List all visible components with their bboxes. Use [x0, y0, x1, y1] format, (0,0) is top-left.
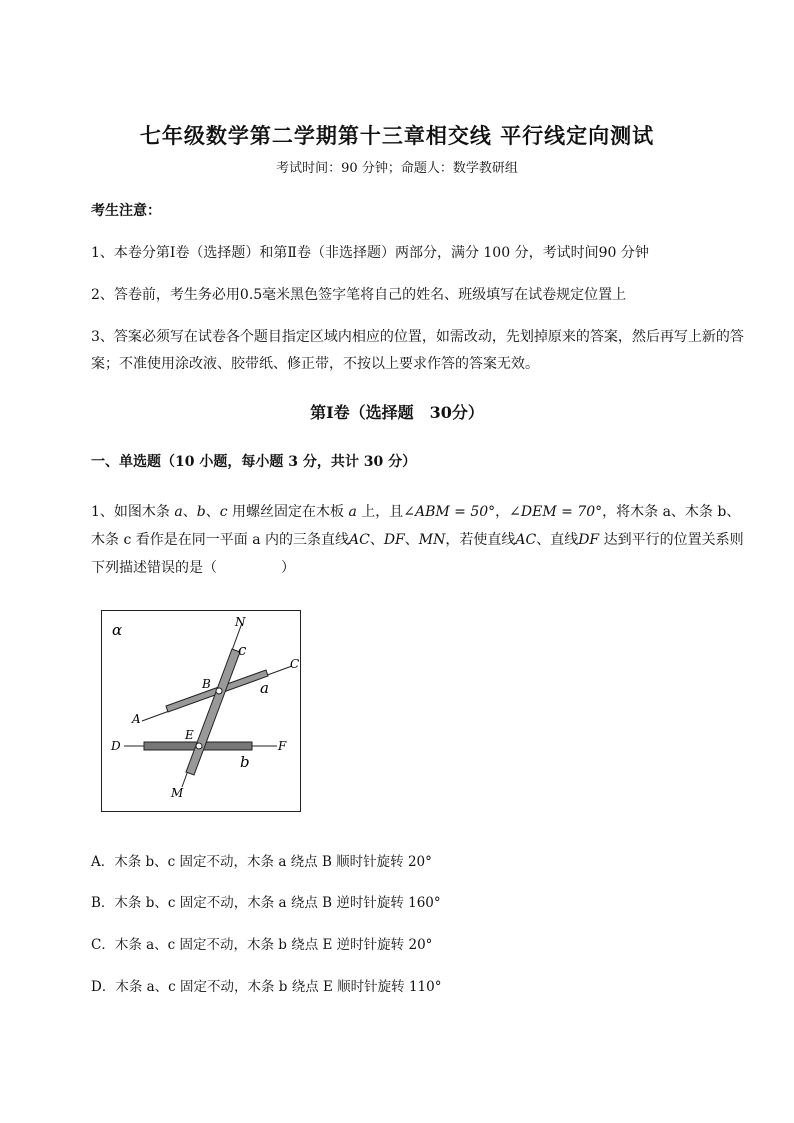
q1-text-f: 、直线 — [536, 532, 579, 548]
q1-sep: 、 — [205, 504, 220, 520]
label-f-point: F — [278, 739, 287, 753]
pivot-b — [216, 688, 222, 694]
label-b-point: B — [202, 677, 211, 691]
q1-text-a: 1、如图木条 — [91, 504, 175, 520]
q1-sep: 、 — [404, 532, 419, 548]
label-e-point: E — [185, 728, 194, 742]
label-n: N — [235, 615, 246, 629]
q1-line-df-2: DF — [578, 532, 600, 548]
label-c-point: C — [290, 657, 300, 671]
q1-sep: 、 — [182, 504, 197, 520]
section-title: 第Ⅰ卷（选择题 30分） — [310, 403, 484, 422]
label-b-strip: b — [240, 753, 250, 771]
option-b[interactable]: B．木条 b、c 固定不动，木条 a 绕点 B 逆时针旋转 160° — [91, 895, 441, 911]
label-alpha: α — [112, 621, 123, 639]
exam-title: 七年级数学第二学期第十三章相交线 平行线定向测试 — [139, 123, 655, 148]
label-c-strip: c — [238, 641, 247, 659]
question-1-figure — [101, 610, 301, 812]
notice-heading: 考生注意： — [91, 203, 161, 219]
q1-line-ac: AC — [349, 532, 370, 548]
option-c[interactable]: C．木条 a、c 固定不动，木条 b 绕点 E 逆时针旋转 20° — [91, 937, 433, 953]
q1-line-df: DF — [383, 532, 405, 548]
q1-var-c: c — [219, 504, 228, 520]
q1-text-d: ，将木条 a、木条 b、木条 c 看作是在同一平面 a 内的三条直线 — [91, 504, 741, 548]
question-1-stem — [91, 498, 746, 582]
option-a[interactable]: A．木条 b、c 固定不动，木条 a 绕点 B 顺时针旋转 20° — [91, 854, 432, 870]
q1-var-b: b — [196, 504, 206, 520]
notice-item-1: 1、本卷分第Ⅰ卷（选择题）和第Ⅱ卷（非选择题）两部分，满分 100 分，考试时间90 分钟 — [91, 245, 649, 261]
q1-sep: 、 — [369, 532, 384, 548]
label-m-point: M — [171, 786, 184, 800]
q1-text-h: ） — [281, 560, 295, 576]
q1-var-a: a — [174, 504, 183, 520]
q1-text-c: 上，且 — [356, 504, 404, 520]
option-d[interactable]: D．木条 a、c 固定不动，木条 b 绕点 E 顺时针旋转 110° — [91, 979, 442, 995]
q1-text-e: ，若使直线 — [445, 532, 516, 548]
q1-angle-dem: ∠DEM = 70° — [509, 504, 603, 520]
q1-text-b: 用螺丝固定在木板 — [227, 504, 349, 520]
label-a-strip: a — [260, 679, 269, 697]
strip-c — [186, 649, 240, 775]
notice-item-3: 3、答案必须写在试卷各个题目指定区域内相应的位置，如需改动，先划掉原来的答案，然后再写上新的答案；不准使用涂改液、胶带纸、修正带，不按以上要求作答的答案无效。 — [91, 329, 744, 372]
part-heading: 一、单选题（10 小题，每小题 3 分，共计 30 分） — [91, 454, 417, 470]
q1-angle-abm: ∠ABM = 50° — [403, 504, 496, 520]
label-a-point: A — [132, 712, 141, 726]
q1-sep: ， — [495, 504, 510, 520]
exam-subtitle: 考试时间：90 分钟；命题人：数学教研组 — [276, 161, 518, 176]
figure-svg — [102, 611, 300, 811]
label-d-point: D — [111, 739, 121, 753]
q1-text-g: 达到平行的位置关系则下列描述错误的是（ — [91, 532, 744, 576]
q1-line-mn: MN — [418, 532, 446, 548]
notice-item-2: 2、答卷前，考生务必用0.5毫米黑色签字笔将自己的姓名、班级填写在试卷规定位置上 — [91, 287, 627, 303]
q1-line-ac-2: AC — [515, 532, 537, 548]
q1-plane: a — [348, 504, 357, 520]
pivot-e — [196, 743, 202, 749]
